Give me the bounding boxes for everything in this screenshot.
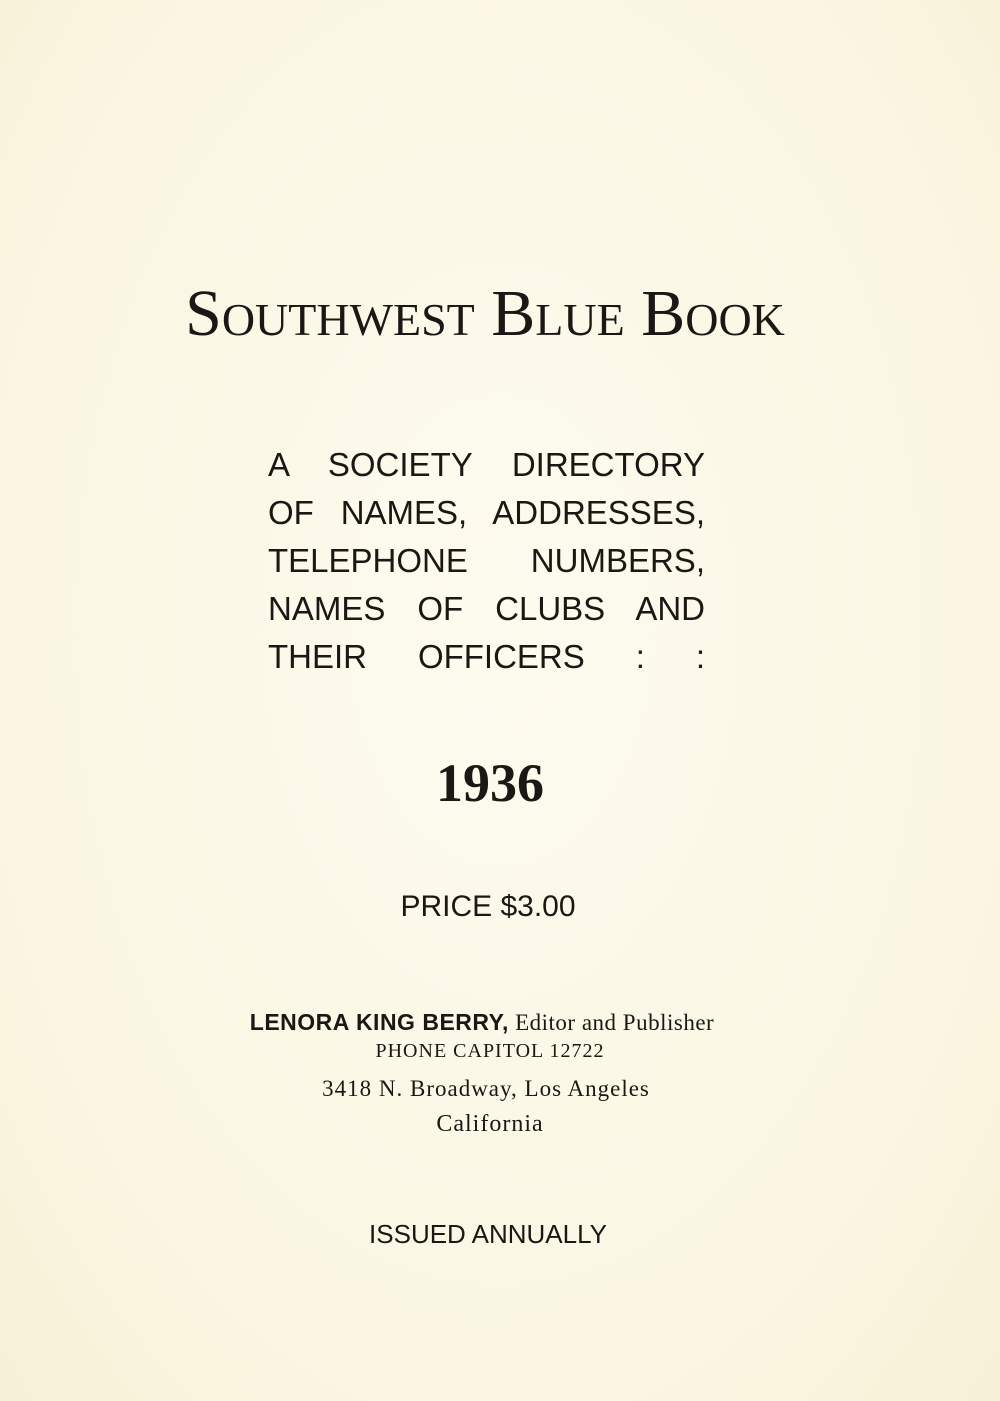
- subtitle-line: NAMES OF CLUBS AND: [268, 590, 705, 627]
- price: PRICE $3.00: [400, 890, 576, 923]
- book-title: Southwest Blue Book: [185, 277, 785, 350]
- publisher-address: 3418 N. Broadway, Los Angeles: [322, 1076, 650, 1101]
- publisher-state: California: [436, 1111, 544, 1137]
- issued-annually: ISSUED ANNUALLY: [369, 1219, 607, 1249]
- subtitle-line: A SOCIETY DIRECTORY: [268, 446, 705, 483]
- year: 1936: [436, 753, 544, 813]
- subtitle-line: TELEPHONE NUMBERS,: [268, 542, 705, 579]
- publisher-phone: PHONE CAPITOL 12722: [375, 1040, 605, 1062]
- publisher-line: [0, 1009, 982, 1036]
- publisher-role: Editor and Publisher: [515, 1010, 715, 1035]
- subtitle-line: THEIR OFFICERS : :: [268, 638, 705, 675]
- subtitle-line: OF NAMES, ADDRESSES,: [268, 494, 705, 531]
- publisher-name: LENORA KING BERRY,: [249, 1009, 509, 1035]
